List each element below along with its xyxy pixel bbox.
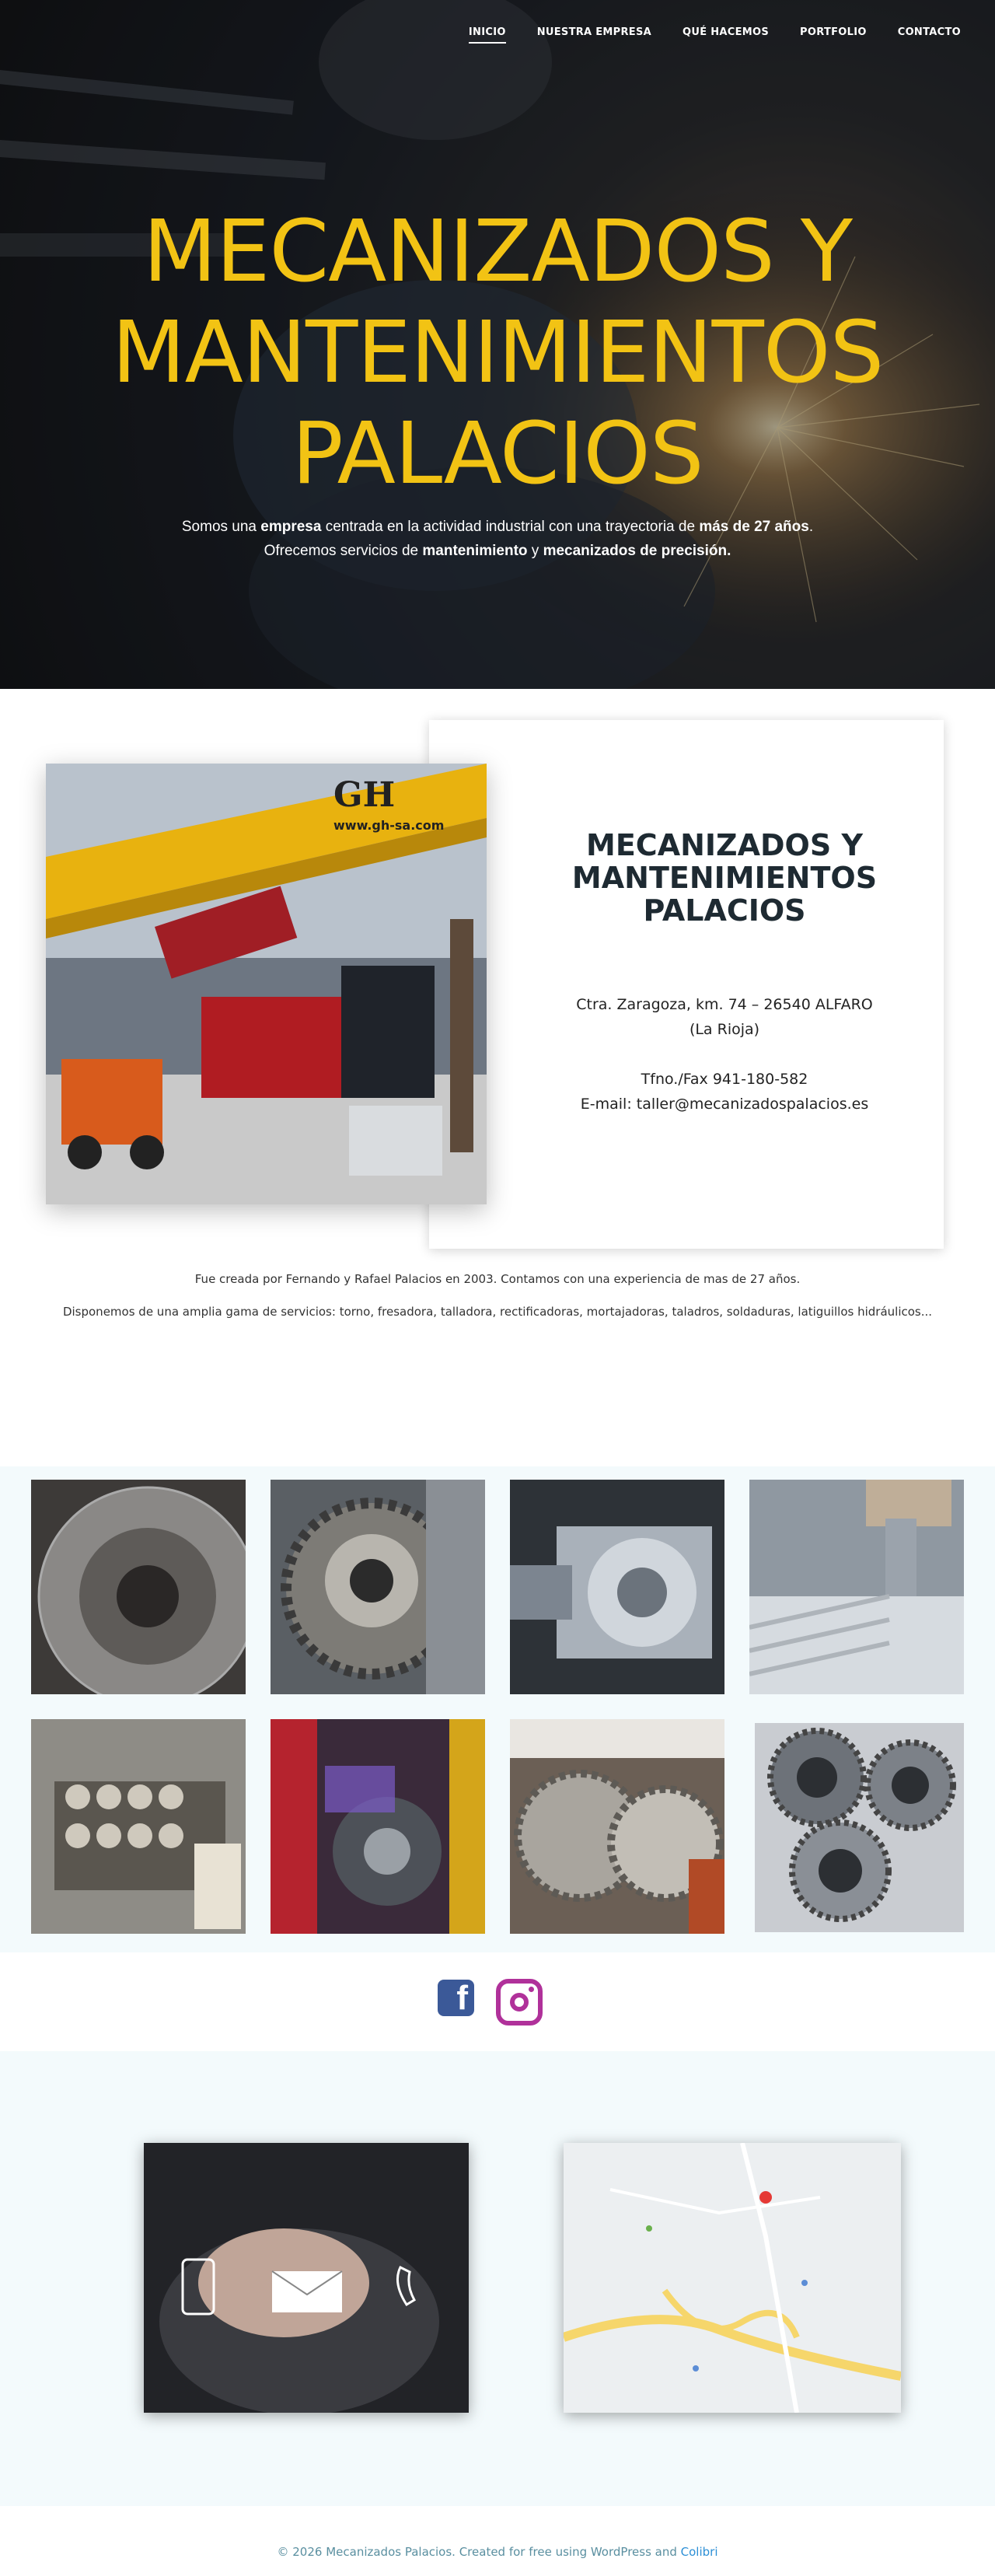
phone-text: Tfno./Fax 941-180-582 bbox=[641, 1071, 808, 1088]
email-text: E-mail: taller@mecanizadospalacios.es bbox=[580, 1096, 869, 1113]
instagram-lens bbox=[510, 1993, 529, 2012]
company-name-line: PALACIOS bbox=[643, 893, 806, 928]
footer-text bbox=[0, 2545, 995, 2559]
facebook-glyph: f bbox=[456, 1979, 468, 2017]
hero-subtitle bbox=[0, 515, 995, 563]
hero-sub-text: Ofrecemos servicios de bbox=[264, 543, 423, 559]
workshop-photo bbox=[46, 764, 487, 1204]
gallery-image-couplings[interactable] bbox=[755, 1723, 964, 1932]
nav-item-que-hacemos[interactable]: QUÉ HACEMOS bbox=[683, 26, 770, 38]
gallery-image-brake-disc[interactable] bbox=[31, 1480, 246, 1694]
hero-section bbox=[0, 0, 995, 689]
history-paragraph: Fue creada por Fernando y Rafael Palacios en 2003. Contamos con una experiencia de mas de 27 años. bbox=[194, 1272, 801, 1286]
gallery-image-gearbox[interactable] bbox=[510, 1719, 724, 1934]
hero-title-line: MANTENIMIENTOS bbox=[111, 302, 884, 402]
crane-sign-text: GH bbox=[333, 775, 396, 815]
gallery-image-milling-cutter[interactable] bbox=[749, 1480, 964, 1694]
gallery-image-gear[interactable] bbox=[271, 1480, 485, 1694]
gallery-image-rollers[interactable] bbox=[31, 1719, 246, 1934]
company-contact bbox=[507, 1067, 942, 1117]
address-line: Ctra. Zaragoza, km. 74 – 26540 ALFARO bbox=[576, 996, 873, 1013]
hero-title-line: MECANIZADOS Y bbox=[142, 201, 853, 301]
main-navigation bbox=[469, 26, 961, 44]
hero-sub-text: Somos una bbox=[181, 519, 261, 535]
company-name-heading bbox=[507, 829, 942, 927]
social-links bbox=[0, 1952, 995, 2051]
gallery-image-lathe-chuck[interactable] bbox=[510, 1480, 724, 1694]
nav-item-portfolio[interactable]: PORTFOLIO bbox=[800, 26, 867, 38]
hero-sub-text: . bbox=[808, 519, 814, 535]
contact-media-section bbox=[0, 2051, 995, 2506]
colibri-link[interactable]: Colibri bbox=[680, 2545, 718, 2559]
workshop-photo-art bbox=[46, 764, 487, 1204]
hero-title-line: PALACIOS bbox=[292, 404, 703, 503]
location-map[interactable] bbox=[564, 2143, 901, 2413]
intro-section bbox=[0, 689, 995, 1466]
facebook-icon[interactable] bbox=[438, 1980, 474, 2016]
address-line: (La Rioja) bbox=[689, 1021, 760, 1038]
hero-sub-text: y bbox=[527, 543, 543, 559]
services-paragraph: Disponemos de una amplia gama de servicios: torno, fresadora, talladora, rectificadoras, mortajadoras, taladros, soldaduras, latiguillos hidráulicos... bbox=[62, 1305, 933, 1319]
map-pin-icon bbox=[759, 2191, 772, 2204]
hero-sub-bold: empresa bbox=[260, 519, 322, 535]
hero-sub-bold: más de 27 años bbox=[699, 519, 809, 535]
instagram-icon[interactable] bbox=[496, 1979, 543, 2025]
company-name-line: MECANIZADOS Y bbox=[586, 828, 863, 862]
hero-sub-bold: mantenimiento bbox=[422, 543, 528, 559]
company-info-card bbox=[429, 720, 944, 1249]
nav-item-inicio[interactable]: INICIO bbox=[469, 26, 506, 44]
hero-sub-text: centrada en la actividad industrial con una trayectoria de bbox=[321, 519, 700, 535]
hero-title bbox=[0, 201, 995, 504]
site-footer bbox=[0, 2506, 995, 2576]
company-address bbox=[507, 992, 942, 1042]
nav-item-contacto[interactable]: CONTACTO bbox=[897, 26, 961, 38]
hero-sub-bold: mecanizados de precisión. bbox=[543, 543, 731, 559]
contact-icons-image[interactable] bbox=[144, 2143, 469, 2413]
company-name-line: MANTENIMIENTOS bbox=[571, 861, 878, 895]
instagram-dot bbox=[529, 1987, 534, 1992]
gallery-image-motorcycle-engine[interactable] bbox=[271, 1719, 485, 1934]
portfolio-gallery bbox=[0, 1466, 995, 1952]
copyright-text: © 2026 Mecanizados Palacios. Created for free using WordPress and bbox=[277, 2545, 681, 2559]
nav-item-nuestra-empresa[interactable]: NUESTRA EMPRESA bbox=[536, 26, 652, 38]
crane-sign-url: www.gh-sa.com bbox=[333, 818, 445, 833]
